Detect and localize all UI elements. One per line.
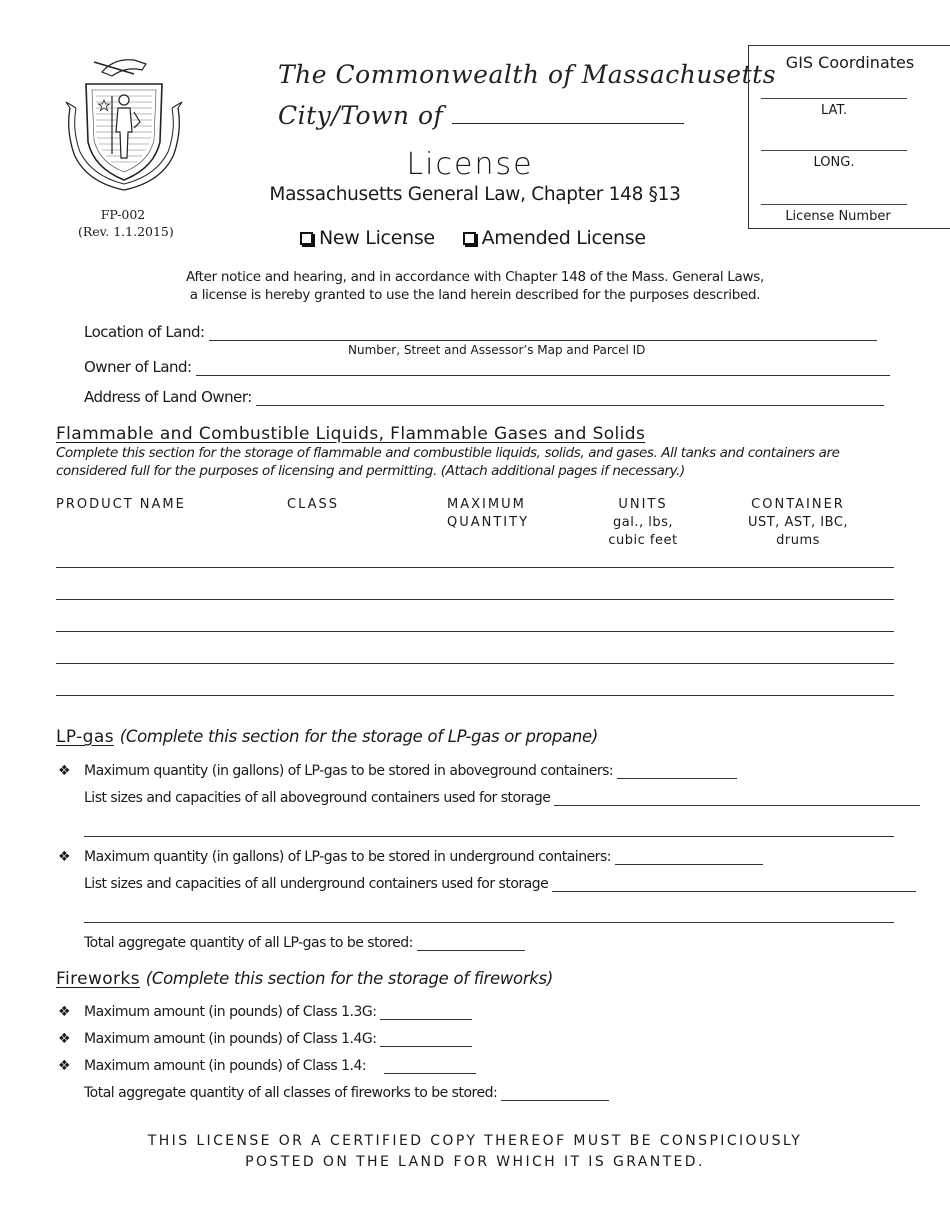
lpgas-above-max-label: Maximum quantity (in gallons) of LP-gas to be stored in aboveground containers:: [84, 763, 614, 779]
location-of-land-label: Location of Land:: [84, 323, 205, 341]
fireworks-heading-note: (Complete this section for the storage of fireworks): [145, 969, 553, 988]
lpgas-total-field: [84, 935, 525, 951]
amended-license-label: Amended License: [481, 227, 646, 249]
lat-label: LAT.: [821, 103, 847, 118]
col-units: [608, 496, 678, 550]
flammable-note: Complete this section for the storage of flammable and combustible liquids, solids, and gases. All tanks and containers are considered full for the purposes of licensing and permitting. (Attach additional pages if necessary.): [56, 445, 840, 479]
col-container-title: CONTAINER: [751, 497, 845, 512]
posting-notice: [100, 1131, 850, 1173]
new-license-checkbox[interactable]: [300, 232, 313, 245]
flammable-heading: [56, 424, 645, 444]
diamond-bullet-icon: ❖: [58, 1004, 71, 1020]
product-entry-line[interactable]: [56, 599, 894, 600]
intro-line-2: a license is hereby granted to use the land herein described for the purposes described.: [189, 287, 761, 303]
amended-license-option[interactable]: [463, 227, 646, 249]
fireworks-total-field: [84, 1085, 609, 1101]
commonwealth-title: The Commonwealth of Massachusetts: [278, 60, 777, 89]
col-product-name: PRODUCT NAME: [56, 497, 186, 512]
intro-text: [150, 268, 800, 304]
fireworks-14g-label: Maximum amount (in pounds) of Class 1.4G:: [84, 1031, 377, 1047]
long-blank[interactable]: [761, 150, 907, 151]
lpgas-under-list-label: List sizes and capacities of all underground containers used for storage: [84, 876, 549, 892]
lpgas-under-list-field: [84, 876, 916, 892]
new-license-option[interactable]: [300, 227, 435, 249]
city-town-blank[interactable]: [452, 123, 684, 124]
diamond-bullet-icon: ❖: [58, 849, 71, 865]
address-of-owner-field: [84, 388, 884, 406]
owner-of-land-field: [84, 358, 890, 376]
col-class: CLASS: [287, 497, 340, 512]
product-entry-line[interactable]: [56, 631, 894, 632]
fireworks-13g-blank[interactable]: [380, 1007, 472, 1020]
posting-notice-line-2: POSTED ON THE LAND FOR WHICH IT IS GRANTED.: [245, 1154, 705, 1170]
lpgas-heading-text: LP-gas: [56, 727, 114, 747]
commonwealth-seal: [64, 50, 184, 198]
fireworks-14g-blank[interactable]: [380, 1034, 472, 1047]
col-maximum-line1: MAXIMUM: [447, 497, 526, 512]
lpgas-total-label: Total aggregate quantity of all LP-gas to be stored:: [84, 935, 413, 951]
lpgas-above-max-field: [84, 763, 737, 779]
fireworks-13g-label: Maximum amount (in pounds) of Class 1.3G:: [84, 1004, 377, 1020]
fireworks-13g-field: [84, 1004, 472, 1020]
gis-heading: GIS Coordinates: [785, 53, 915, 72]
col-units-sub1: gal., lbs,: [613, 515, 673, 530]
col-container-sub2: drums: [776, 533, 820, 548]
license-type-options: [300, 227, 668, 249]
form-revision: (Rev. 1.1.2015): [78, 224, 174, 239]
lat-blank[interactable]: [761, 98, 907, 99]
long-label: LONG.: [813, 155, 855, 170]
city-town-label: City/Town of: [278, 101, 444, 130]
lpgas-above-list-blank[interactable]: [554, 793, 920, 806]
posting-notice-line-1: THIS LICENSE OR A CERTIFIED COPY THEREOF MUST BE CONSPICIOUSLY: [147, 1133, 803, 1149]
lpgas-under-max-blank[interactable]: [615, 852, 763, 865]
new-license-label: New License: [319, 227, 435, 249]
flammable-heading-text: Flammable and Combustible Liquids, Flammable Gases and Solids: [56, 424, 646, 444]
city-town-line: [278, 101, 684, 130]
fireworks-total-blank[interactable]: [501, 1088, 609, 1101]
fireworks-heading: [56, 969, 553, 989]
col-maximum: [447, 496, 529, 532]
owner-of-land-blank[interactable]: [196, 362, 890, 376]
fireworks-14-label: Maximum amount (in pounds) of Class 1.4:: [84, 1058, 367, 1074]
license-number-label: License Number: [785, 209, 891, 224]
location-of-land-blank[interactable]: [209, 327, 877, 341]
page-title: License: [406, 147, 534, 182]
product-entry-line[interactable]: [56, 695, 894, 696]
lpgas-under-list-extra-line[interactable]: [84, 922, 894, 923]
diamond-bullet-icon: ❖: [58, 1031, 71, 1047]
form-number: FP-002: [100, 207, 146, 222]
product-entry-line[interactable]: [56, 663, 894, 664]
lpgas-above-list-extra-line[interactable]: [84, 836, 894, 837]
diamond-bullet-icon: ❖: [58, 763, 71, 779]
lpgas-under-max-label: Maximum quantity (in gallons) of LP-gas to be stored in underground containers:: [84, 849, 611, 865]
lpgas-above-list-field: [84, 790, 920, 806]
address-of-owner-label: Address of Land Owner:: [84, 388, 252, 406]
amended-license-checkbox[interactable]: [463, 232, 476, 245]
intro-line-1: After notice and hearing, and in accordance with Chapter 148 of the Mass. General Laws,: [186, 269, 764, 285]
diamond-bullet-icon: ❖: [58, 1058, 71, 1074]
license-number-blank[interactable]: [761, 204, 907, 205]
location-of-land-field: [84, 323, 877, 341]
lpgas-under-max-field: [84, 849, 763, 865]
col-units-sub2: cubic feet: [608, 533, 678, 548]
page-subtitle: Massachusetts General Law, Chapter 148 §13: [269, 184, 681, 205]
fireworks-heading-text: Fireworks: [56, 969, 140, 989]
lpgas-heading-note: (Complete this section for the storage of LP-gas or propane): [119, 727, 599, 746]
col-container: [740, 496, 856, 550]
fireworks-total-label: Total aggregate quantity of all classes of fireworks to be stored:: [84, 1085, 498, 1101]
lpgas-heading: [56, 727, 598, 747]
col-container-sub1: UST, AST, IBC,: [747, 515, 849, 530]
product-entry-line[interactable]: [56, 567, 894, 568]
fireworks-14-field: [84, 1058, 476, 1074]
col-maximum-line2: QUANTITY: [447, 515, 530, 530]
lpgas-above-list-label: List sizes and capacities of all aboveground containers used for storage: [84, 790, 551, 806]
fireworks-14g-field: [84, 1031, 472, 1047]
location-hint: Number, Street and Assessor’s Map and Parcel ID: [348, 343, 646, 357]
lpgas-total-blank[interactable]: [417, 938, 525, 951]
owner-of-land-label: Owner of Land:: [84, 358, 192, 376]
fireworks-14-blank[interactable]: [384, 1061, 476, 1074]
address-of-owner-blank[interactable]: [256, 392, 884, 406]
lpgas-above-max-blank[interactable]: [617, 766, 737, 779]
lpgas-under-list-blank[interactable]: [552, 879, 916, 892]
col-units-title: UNITS: [618, 497, 668, 512]
gis-coordinates-box: [748, 45, 950, 229]
